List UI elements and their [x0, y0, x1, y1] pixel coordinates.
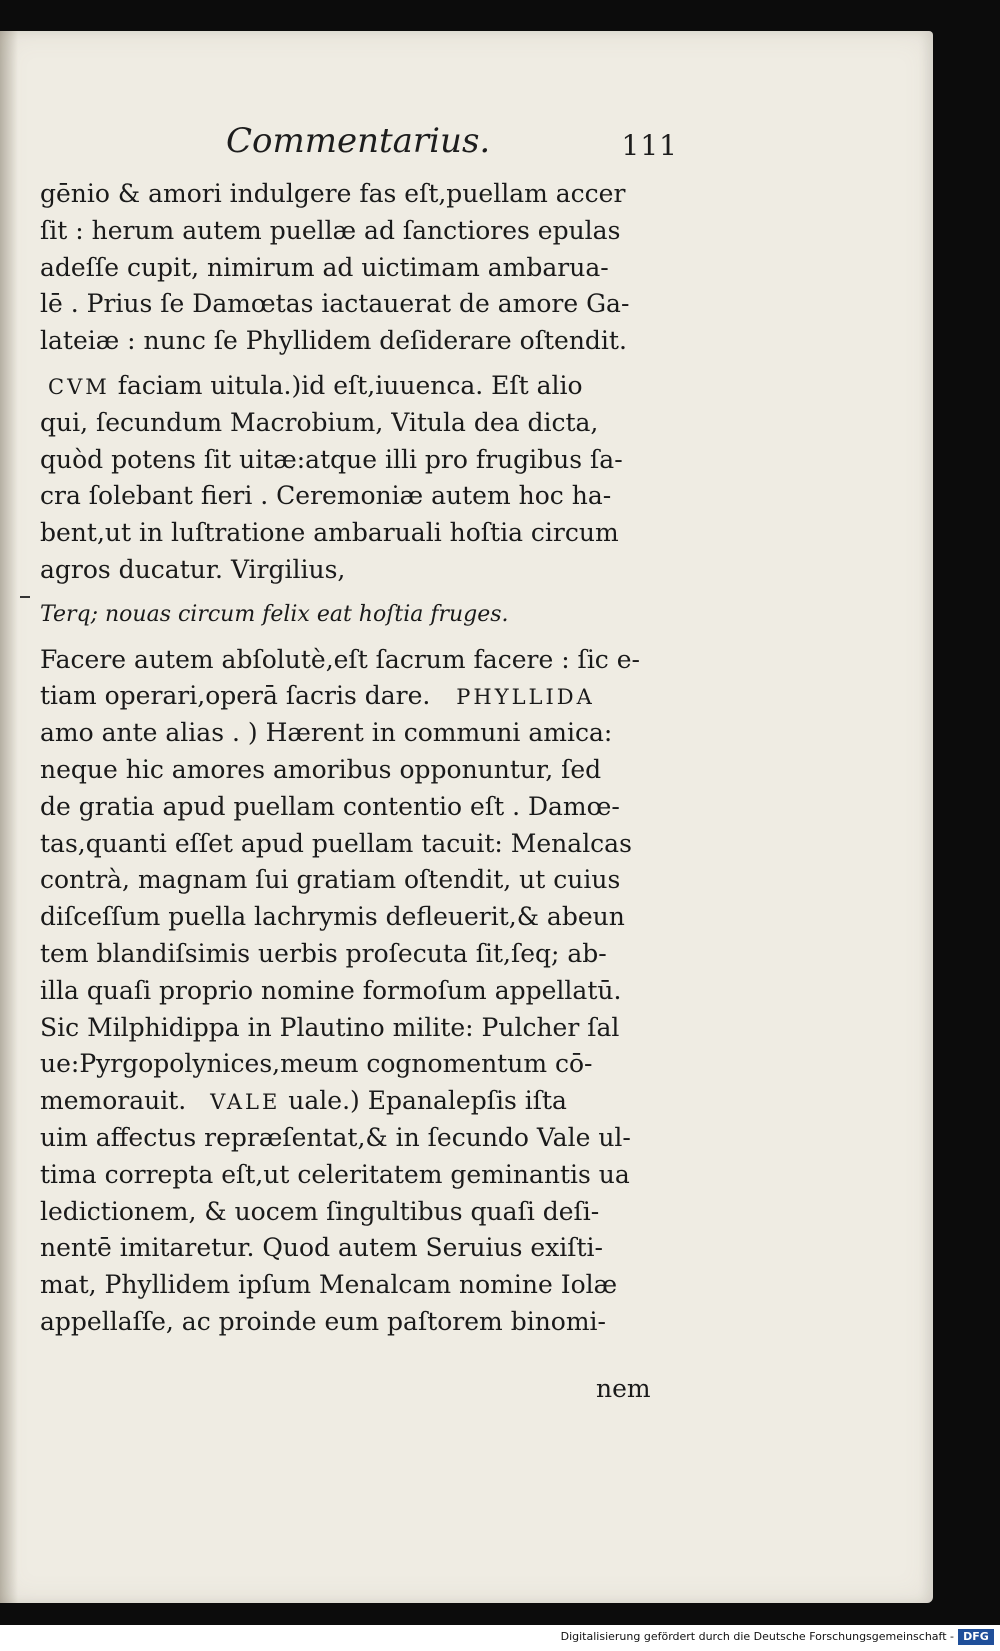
- text-line: uim affectus repræſentat,& in ſecundo Vale ul-: [40, 1122, 631, 1152]
- footer-bar: [0, 1625, 1000, 1651]
- text-line: quòd potens ſit uitæ:atque illi pro frugibus ſa-: [40, 444, 623, 474]
- text-line: neque hic amores amoribus opponuntur, ſed: [40, 754, 602, 784]
- text-line: [40, 368, 680, 405]
- lemma-text: faciam uitula.)id eſt,iuuenca. Eſt alio: [109, 370, 583, 400]
- text-line: appellaſſe, ac proinde eum paſtorem binomi-: [40, 1306, 607, 1336]
- text-fragment: memorauit.: [40, 1086, 195, 1116]
- text-line: tem blandiſsimis uerbis proſecuta ſit,ſeq; ab-: [40, 938, 607, 968]
- text-line: diſceſſum puella lachrymis defleuerit,& abeun: [40, 902, 625, 932]
- text-line: Facere autem abſolutè,eſt ſacrum facere : ſic e-: [40, 644, 640, 674]
- running-title: Commentarius.: [226, 121, 491, 161]
- text-line: nentē imitaretur. Quod autem Seruius exiſti-: [40, 1233, 604, 1263]
- lemma-caps: VALE: [210, 1090, 281, 1115]
- text-line: lē . Prius ſe Damœtas iactauerat de amore Ga-: [40, 289, 630, 319]
- text-line: agros ducatur. Virgilius,: [40, 554, 346, 584]
- text-line: Sic Milphidippa in Plautino milite: Pulcher ſal: [40, 1012, 620, 1042]
- text-line: ſit : herum autem puellæ ad ſanctiores epulas: [40, 215, 621, 245]
- lemma-caps: CVM: [48, 374, 110, 399]
- text-line: mat, Phyllidem ipſum Menalcam nomine Iolæ: [40, 1270, 618, 1300]
- text-line: amo ante alias . ) Hærent in communi amica:: [40, 718, 613, 748]
- text-line: adeſſe cupit, nimirum ad uictimam ambarua-: [40, 252, 609, 282]
- text-line: [40, 1083, 680, 1120]
- text-line: bent,ut in luſtratione ambaruali hoſtia circum: [40, 518, 619, 548]
- catchword: nem: [596, 1374, 651, 1403]
- page-gutter-shadow: [0, 31, 18, 1603]
- text-line: ue:Pyrgopolynices,meum cognomentum cō-: [40, 1049, 593, 1079]
- main-text: [40, 176, 680, 1341]
- text-line: tima correpta eſt,ut celeritatem geminantis ua: [40, 1159, 630, 1189]
- text-fragment: uale.) Epanalepſis iſta: [280, 1086, 567, 1116]
- funding-credit: Digitalisierung gefördert durch die Deutsche Forschungsgemeinschaft -: [560, 1630, 954, 1643]
- lemma-caps: PHYLLIDA: [456, 685, 595, 710]
- text-line: ledictionem, & uocem ſingultibus quaſi deſi-: [40, 1196, 600, 1226]
- text-line: cra ſolebant fieri . Ceremoniæ autem hoc ha-: [40, 481, 612, 511]
- margin-mark: [20, 596, 30, 598]
- page-header: [226, 121, 678, 171]
- text-line: contrà, magnam ſui gratiam oſtendit, ut cuius: [40, 865, 621, 895]
- text-line: illa quaſi proprio nomine formoſum appellatū.: [40, 975, 622, 1005]
- text-line: gēnio & amori indulgere fas eſt,puellam accer: [40, 179, 626, 208]
- text-fragment: tiam operari,operā ſacris dare.: [40, 681, 439, 711]
- book-page: [0, 31, 933, 1603]
- text-line: qui, ſecundum Macrobium, Vitula dea dicta,: [40, 407, 599, 437]
- page-number: 111: [621, 129, 678, 162]
- text-line: de gratia apud puellam contentio eſt . Damœ-: [40, 791, 620, 821]
- dfg-logo: DFG: [958, 1629, 994, 1645]
- text-line: [40, 678, 680, 715]
- text-line: lateiæ : nunc ſe Phyllidem deſiderare oſtendit.: [40, 326, 627, 356]
- verse-quote: Terq; nouas circum felix eat hoſtia fruges.: [40, 601, 509, 627]
- text-line: tas,quanti eſſet apud puellam tacuit: Menalcas: [40, 828, 632, 858]
